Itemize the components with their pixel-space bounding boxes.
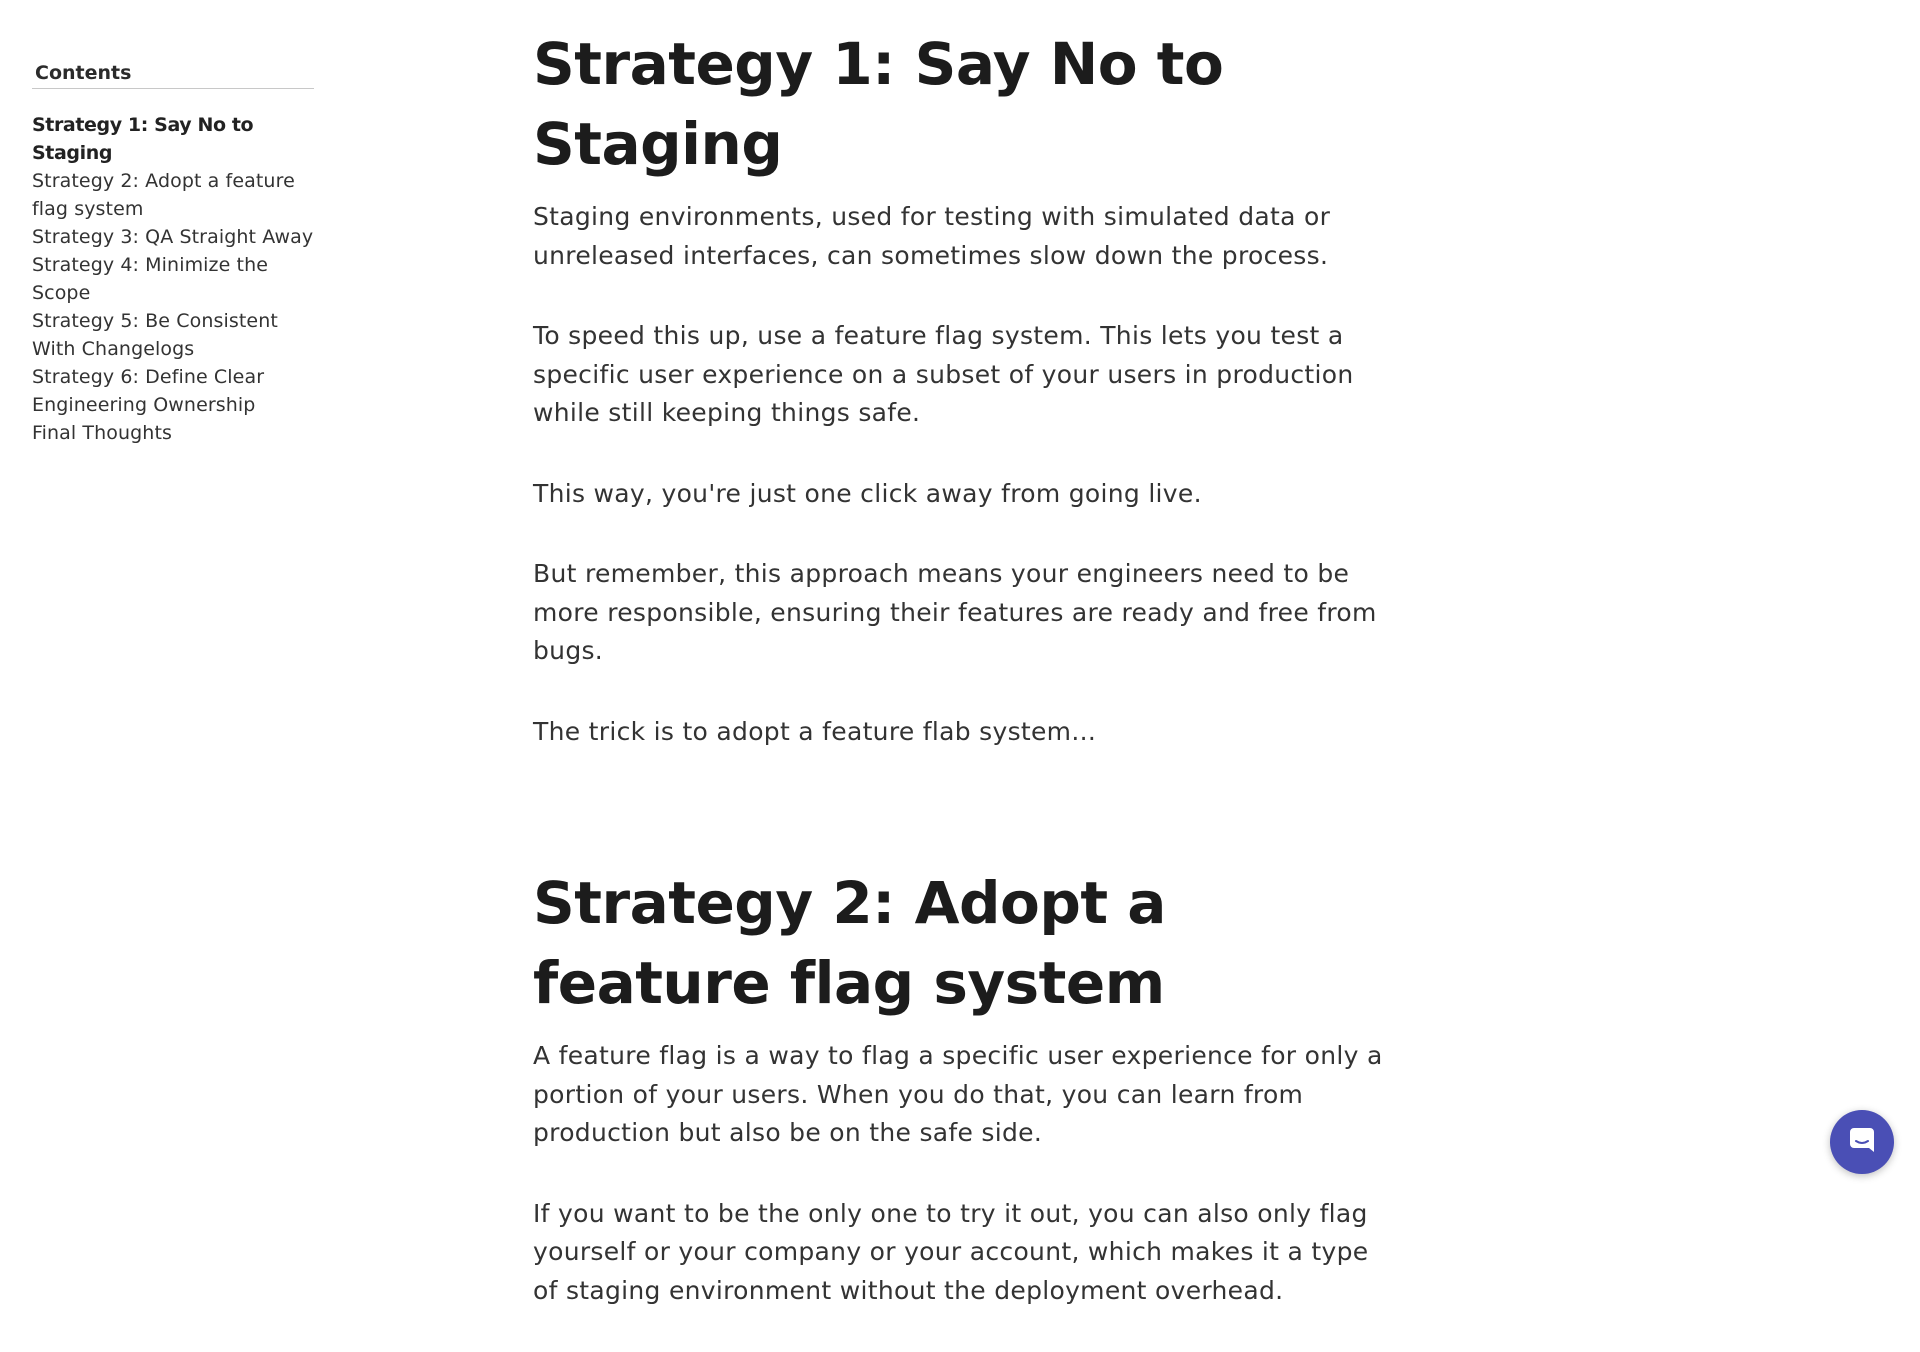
table-of-contents — [32, 58, 314, 447]
section-heading: Strategy 2: Adopt a feature flag system — [533, 869, 1166, 1017]
section-strategy-1 — [533, 24, 1393, 751]
paragraph: The trick is to adopt a feature flab system... — [533, 716, 1097, 746]
section-strategy-2 — [533, 863, 1393, 1310]
paragraph: A feature flag is a way to flag a specific user experience for only a portion of your users. When you do that, you can learn from production but also be on the safe side. — [533, 1041, 1383, 1147]
section-heading: Strategy 1: Say No to Staging — [533, 30, 1224, 178]
toc-item-strategy-3[interactable]: Strategy 3: QA Straight Away — [32, 226, 314, 248]
chat-launcher-button[interactable] — [1830, 1110, 1894, 1174]
toc-list — [32, 111, 314, 447]
toc-item-strategy-1[interactable]: Strategy 1: Say No to Staging — [32, 114, 254, 164]
toc-item-strategy-5[interactable]: Strategy 5: Be Consistent With Changelogs — [32, 310, 278, 360]
paragraph: If you want to be the only one to try it out, you can also only flag yourself or your company or your account, which makes it a type of staging environment without the deployment overhead. — [533, 1198, 1369, 1305]
toc-item-final-thoughts[interactable]: Final Thoughts — [32, 422, 172, 444]
paragraph: This way, you're just one click away from going live. — [533, 478, 1202, 508]
toc-item-strategy-2[interactable]: Strategy 2: Adopt a feature flag system — [32, 170, 295, 220]
paragraph: To speed this up, use a feature flag system. This lets you test a specific user experience on a subset of your users in production while still keeping things safe. — [533, 321, 1354, 427]
toc-title: Contents — [32, 58, 314, 89]
article — [533, 24, 1393, 1352]
toc-item-strategy-6[interactable]: Strategy 6: Define Clear Engineering Ownership — [32, 366, 265, 416]
toc-item-strategy-4[interactable]: Strategy 4: Minimize the Scope — [32, 254, 269, 304]
paragraph: Staging environments, used for testing with simulated data or unreleased interfaces, can sometimes slow down the process. — [533, 202, 1331, 270]
paragraph: But remember, this approach means your engineers need to be more responsible, ensuring their features are ready and free from bugs. — [533, 559, 1377, 665]
chat-icon — [1846, 1124, 1878, 1160]
